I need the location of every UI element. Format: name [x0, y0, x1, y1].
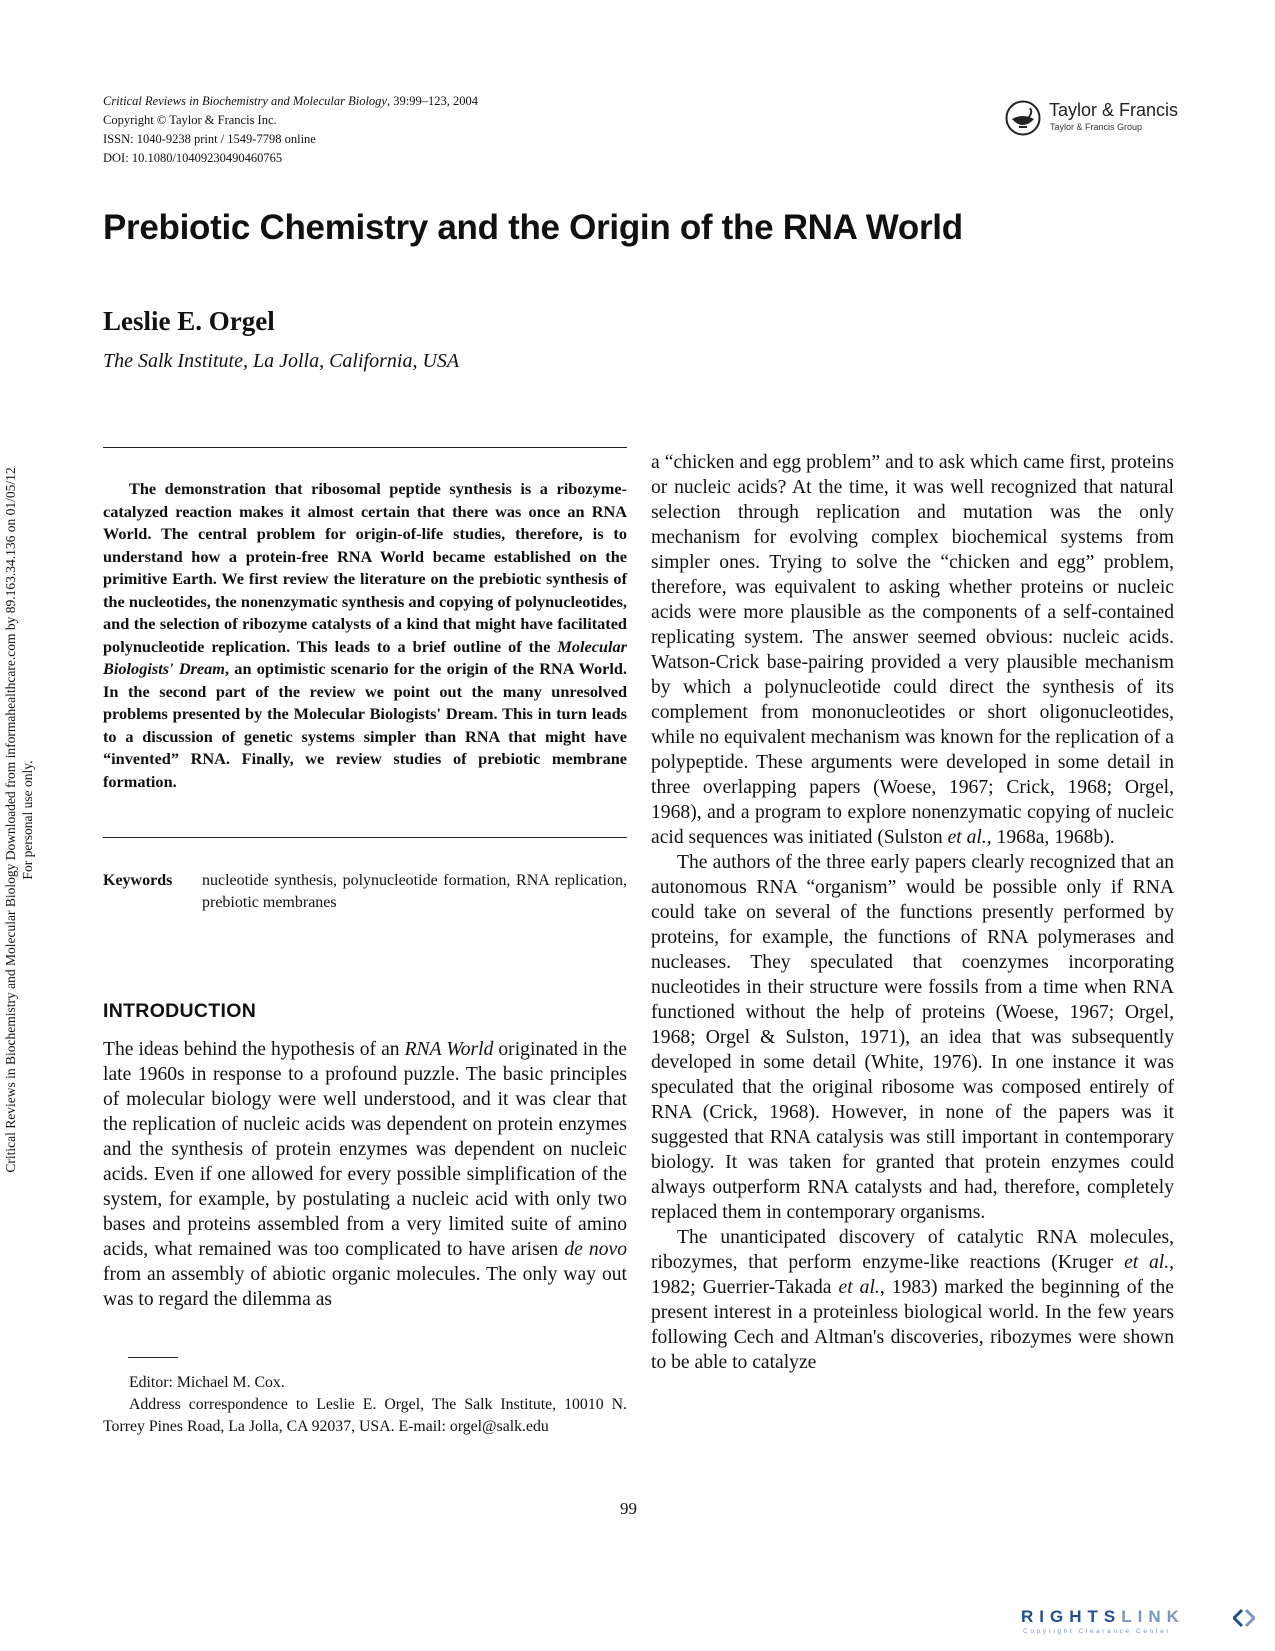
- right-p3-emphasis-2: et al.: [838, 1277, 880, 1298]
- watermark-line-1: Critical Reviews in Biochemistry and Molecular Biology Downloaded from informahealthcare.com by 89.163.34.136 on 01/05/12: [3, 467, 18, 1173]
- intro-text-b: originated in the late 1960s in response to a profound puzzle. The basic principles of molecular biology were well understood, and it was clear that the replication of nucleic acids was dependent on protein enzymes and the synthesis of protein enzymes was dependent on nucleic acids. Even if one allowed for every possible simplification of the system, for example, by postulating a nucleic acid with only two bases and proteins assembled from a very limited suite of amino acids, what remained was too complicated to have arisen: [103, 1039, 627, 1260]
- rightslink-word-b: LINK: [1121, 1607, 1185, 1626]
- right-p1-emphasis: et al.: [947, 827, 987, 848]
- right-column: [651, 450, 1174, 1375]
- journal-citation: , 39:99–123, 2004: [386, 94, 478, 108]
- publisher-group: Taylor & Francis Group: [1050, 122, 1143, 132]
- section-heading-introduction: INTRODUCTION: [103, 1000, 257, 1022]
- abstract-bottom-rule: [103, 837, 627, 838]
- intro-text-a: The ideas behind the hypothesis of an: [103, 1039, 405, 1060]
- right-paragraph-1: [651, 450, 1174, 850]
- publisher-logo[interactable]: [1005, 98, 1180, 138]
- right-paragraph-3: [651, 1225, 1174, 1375]
- rightslink-word-a: RIGHTS: [1021, 1607, 1122, 1626]
- intro-emphasis-rna-world: RNA World: [404, 1039, 494, 1060]
- rightslink-subtitle: Copyright Clearance Center: [1023, 1628, 1172, 1635]
- journal-meta: [103, 92, 478, 168]
- right-p3-text-a: The unanticipated discovery of catalytic RNA molecules, ribozymes, that perform enzyme-like reactions (Kruger: [651, 1227, 1174, 1273]
- abstract-emphasis: Molecular Biologists' Dream: [103, 636, 627, 678]
- copyright-line: Copyright © Taylor & Francis Inc.: [103, 113, 277, 127]
- intro-paragraph: [103, 1037, 627, 1312]
- abstract: [103, 478, 627, 793]
- rightslink-wordmark: [1021, 1607, 1185, 1627]
- right-p3-text-b: , 1982; Guerrier-Takada: [651, 1252, 1174, 1298]
- rightslink-logo[interactable]: [1021, 1607, 1256, 1637]
- right-p1-text-b: , 1968a, 1968b).: [986, 827, 1115, 848]
- footnote-address: Address correspondence to Leslie E. Orgel, The Salk Institute, 10010 N. Torrey Pines Road, La Jolla, CA 92037, USA. E-mail: orgel@salk.edu: [103, 1396, 627, 1435]
- lamp-logo-icon: [1005, 100, 1041, 136]
- doi-line: DOI: 10.1080/10409230490460765: [103, 151, 283, 165]
- author-name: Leslie E. Orgel: [103, 306, 275, 336]
- keywords-label: Keywords: [103, 872, 173, 889]
- right-paragraph-2: The authors of the three early papers clearly recognized that an autonomous RNA “organism” would be possible only if RNA could take on several of the functions presently performed by proteins, for example, the functions of RNA polymerases and nucleases. They speculated that coenzymes incorporating nucleotides in their structure were fossils from a time when RNA functioned without the help of proteins (Woese, 1967; Orgel, 1968; Orgel & Sulston, 1971), an idea that was subsequently developed in some detail (White, 1976). In one instance it was speculated that the original ribosome was composed entirely of RNA (Crick, 1968). However, in none of the papers was it suggested that RNA catalysis was still important in contemporary biology. It was taken for granted that protein enzymes could always outperform RNA catalysts and had, therefore, completely replaced them in contemporary organisms.: [651, 852, 1174, 1223]
- intro-emphasis-de-novo: de novo: [564, 1239, 627, 1260]
- watermark-line-2: For personal use only.: [20, 760, 35, 880]
- footnotes: [103, 1372, 627, 1438]
- author-affiliation: The Salk Institute, La Jolla, California, USA: [103, 350, 460, 372]
- right-p1-text-a: a “chicken and egg problem” and to ask which came first, proteins or nucleic acids? At the time, it was well recognized that natural selection through replication and mutation was the only mechanism for evolving complex biochemical systems from simpler ones. Trying to solve the “chicken and egg” problem, therefore, was equivalent to asking whether proteins or nucleic acids were more plausible as the components of a self-contained replicating system. The answer seemed obvious: nucleic acids. Watson-Crick base-pairing provided a very plausible mechanism by which a polynucleotide could direct the synthesis of its complement from mononucleotides or short oligonucleotides, while no equivalent mechanism was known for the replication of a polypeptide. These arguments were developed in some detail in three overlapping papers (Woese, 1967; Crick, 1968; Orgel, 1968), and a program to explore nonenzymatic copying of nucleic acid sequences was initiated (Sulston: [651, 452, 1174, 848]
- keywords-text: nucleotide synthesis, polynucleotide formation, RNA replication, prebiotic membranes: [202, 872, 627, 911]
- download-watermark: [2, 360, 36, 1280]
- publisher-name: Taylor & Francis: [1049, 100, 1179, 120]
- page-number: 99: [620, 1499, 637, 1518]
- rightslink-arrow-icon: [1233, 1608, 1255, 1628]
- footnote-rule: [128, 1357, 178, 1358]
- issn-line: ISSN: 1040-9238 print / 1549-7798 online: [103, 132, 316, 146]
- abstract-top-rule: [103, 447, 627, 448]
- right-p3-text-c: , 1983) marked the beginning of the present interest in a proteinless biological world. In the few years following Cech and Altman's discoveries, ribozymes were shown to be able to catalyze: [651, 1277, 1174, 1373]
- article-title: Prebiotic Chemistry and the Origin of the RNA World: [103, 208, 963, 247]
- abstract-text-2: , an optimistic scenario for the origin of the RNA World. In the second part of the review we point out the many unresolved problems presented by the Molecular Biologists' Dream. This in turn leads to a discussion of genetic systems simpler than RNA that might have “invented” RNA. Finally, we review studies of prebiotic membrane formation.: [103, 659, 627, 791]
- right-p3-emphasis-1: et al.: [1124, 1252, 1170, 1273]
- abstract-text-1: The demonstration that ribosomal peptide synthesis is a ribozyme-catalyzed reaction makes it almost certain that there was once an RNA World. The central problem for origin-of-life studies, therefore, is to understand how a protein-free RNA World became established on the primitive Earth. We first review the literature on the prebiotic synthesis of the nucleotides, the nonenzymatic synthesis and copying of polynucleotides, and the selection of ribozyme catalysts of a kind that might have facilitated polynucleotide replication. This leads to a brief outline of the: [103, 479, 627, 656]
- journal-name: Critical Reviews in Biochemistry and Molecular Biology: [103, 94, 387, 108]
- intro-text-c: from an assembly of abiotic organic molecules. The only way out was to regard the dilemma as: [103, 1264, 627, 1310]
- footnote-editor: Editor: Michael M. Cox.: [129, 1374, 285, 1391]
